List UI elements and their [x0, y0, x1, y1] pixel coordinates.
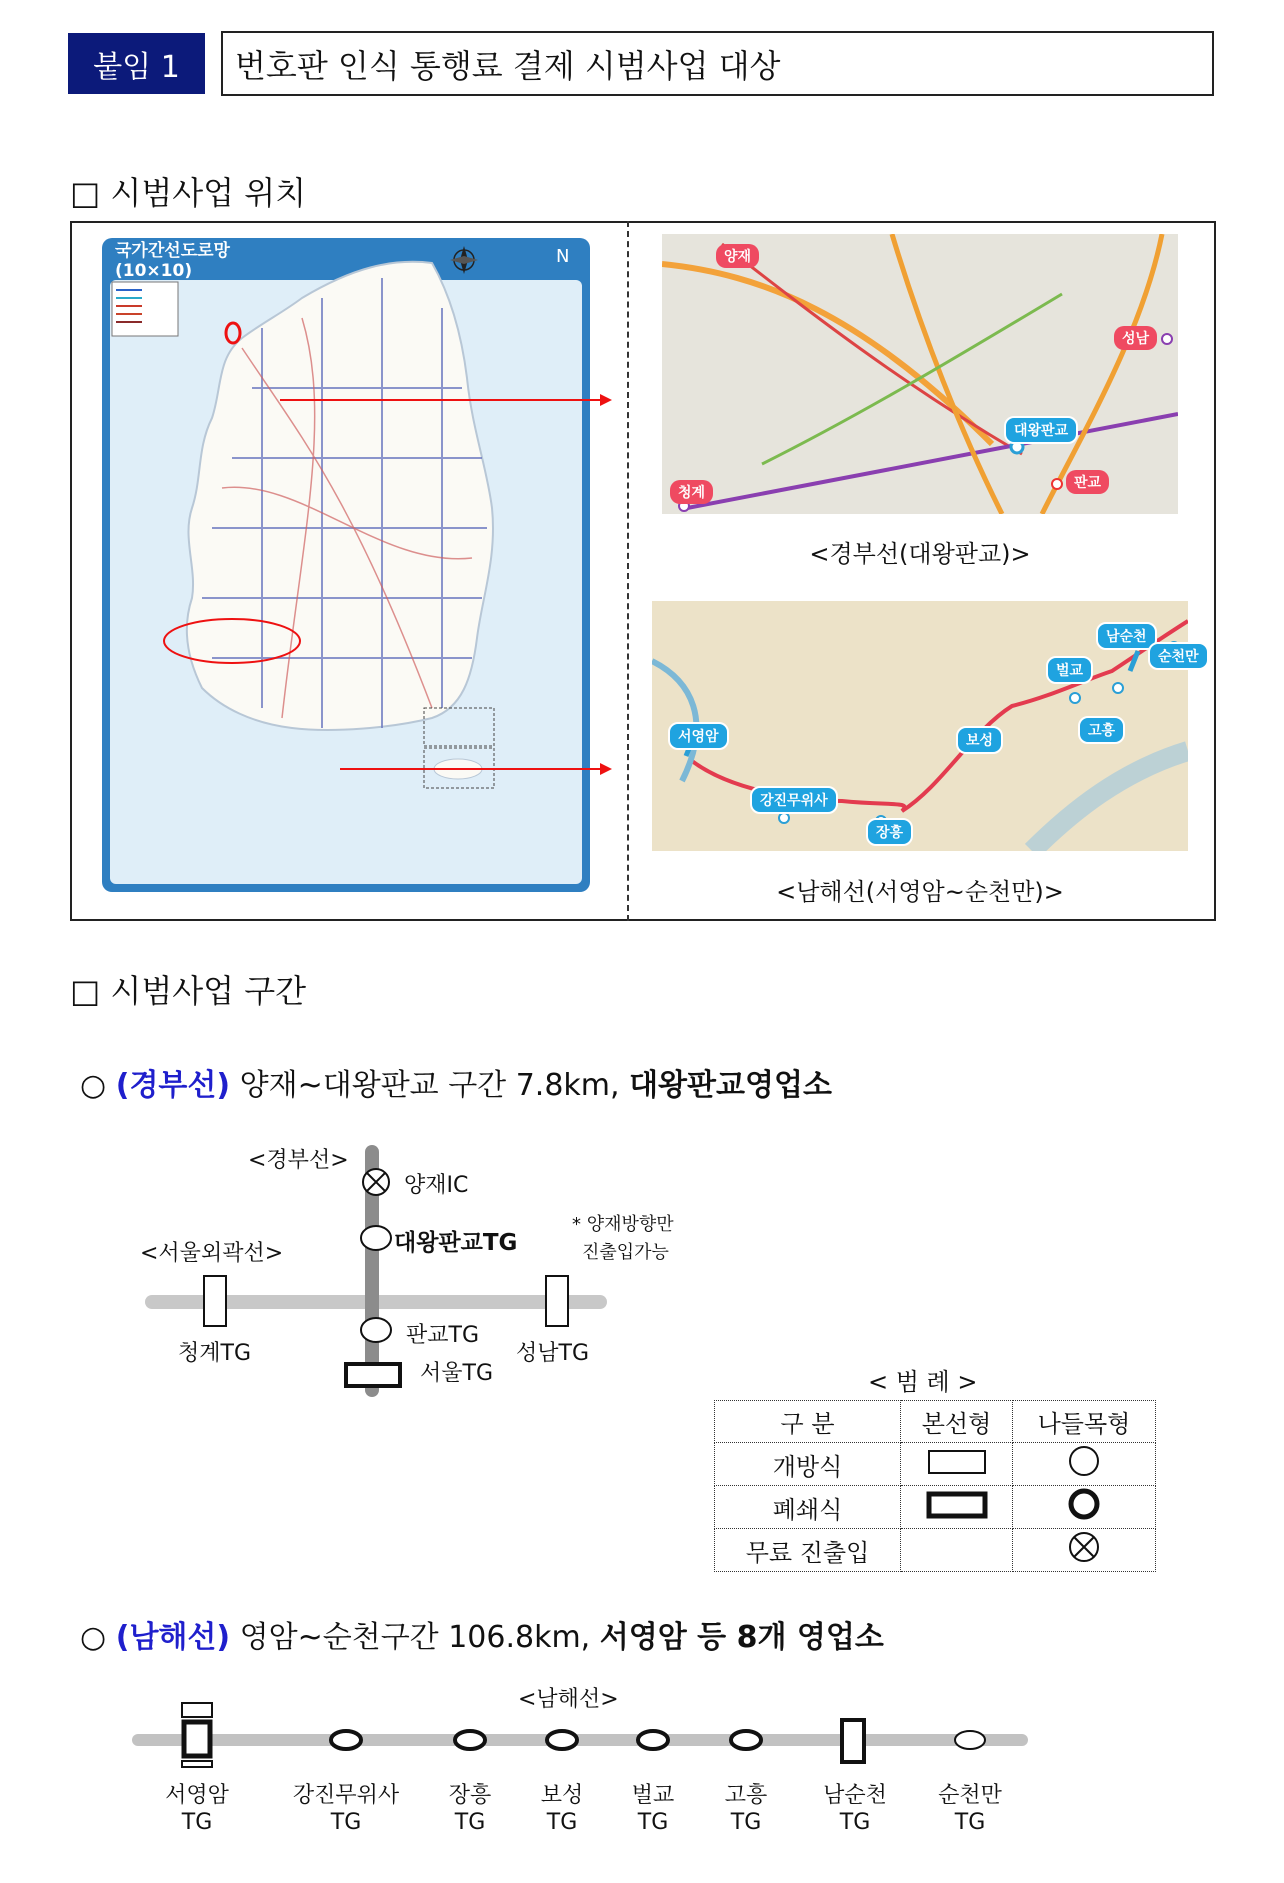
legend-col-category: 구 분: [715, 1401, 901, 1443]
legend-closed-mainline-symbol: [901, 1486, 1013, 1529]
station-boseong: 보성: [540, 1783, 584, 1808]
map-label-seongnam: 성남: [1114, 326, 1157, 350]
map-label-boseong: 보성: [956, 726, 1003, 754]
map-label-daewang-pangyo: 대왕판교: [1004, 416, 1078, 444]
station-tg-label: TG: [454, 1810, 486, 1835]
namhae-section-text: 영암~순천구간 106.8km,: [230, 1620, 600, 1655]
gyeongbu-map-caption: <경부선(대왕판교)>: [809, 540, 1031, 568]
station-tg-label: TG: [181, 1810, 213, 1835]
station-tg-label: TG: [954, 1810, 986, 1835]
attachment-tag: [68, 33, 205, 94]
gyeongbu-summary: [80, 1060, 832, 1104]
legend-open-interchange-symbol: [1013, 1443, 1156, 1486]
diagram-seoul-tg: 서울TG: [420, 1361, 493, 1386]
map-label-pangyo: 판교: [1066, 470, 1109, 494]
section-route-title: □ 시범사업 구간: [70, 972, 307, 1010]
diagram-gyeongbu-label: <경부선>: [248, 1148, 349, 1173]
namhae-summary: [80, 1612, 884, 1656]
diagram-daewang-tg: 대왕판교TG: [394, 1230, 518, 1256]
north-label: N: [556, 246, 570, 267]
station-namsuncheon: 남순천: [823, 1783, 887, 1808]
panel-divider: [627, 221, 629, 921]
station-suncheonman: 순천만: [938, 1783, 1002, 1808]
bullet-circle: ○: [80, 1620, 107, 1655]
legend-row-free: 무료 진출입: [715, 1529, 901, 1572]
namhae-office: 서영암 등 8개 영업소: [599, 1620, 884, 1655]
diagram-note-line1: * 양재방향만: [572, 1214, 674, 1235]
legend-free-mainline-cell: [901, 1529, 1013, 1572]
section-location-title: □ 시범사업 위치: [70, 174, 307, 212]
map-label-beolgyo: 벌교: [1046, 656, 1093, 684]
diagram-yangjae-ic: 양재IC: [404, 1173, 469, 1198]
legend-row-closed: 폐쇄식: [715, 1486, 901, 1529]
station-goheung: 고흥: [724, 1783, 768, 1808]
legend-table: [714, 1400, 1156, 1572]
map-label-jangheung: 장흥: [866, 818, 913, 846]
korea-map-title: 국가간선도로망(10×10): [115, 240, 230, 281]
page-title: 번호판 인식 통행료 결제 시범사업 대상: [221, 31, 1214, 96]
station-seoyeongam: 서영암: [165, 1783, 229, 1808]
diagram-pangyo-tg: 판교TG: [406, 1323, 479, 1348]
attachment-tag-text: 붙임 1: [93, 49, 180, 85]
station-beolgyo: 벌교: [631, 1783, 675, 1808]
legend-title: < 범 례 >: [868, 1368, 978, 1396]
station-tg-label: TG: [839, 1810, 871, 1835]
station-tg-label: TG: [637, 1810, 669, 1835]
station-tg-label: TG: [330, 1810, 362, 1835]
map-label-gangjin: 강진무위사: [750, 786, 838, 814]
namhae-diagram: [130, 1700, 1050, 1770]
station-jangheung: 장흥: [448, 1783, 492, 1808]
namhae-map-caption: <남해선(서영암~순천만)>: [776, 878, 1064, 906]
map-label-cheonggye: 청계: [670, 480, 713, 504]
map-label-goheung: 고흥: [1078, 716, 1125, 744]
station-tg-label: TG: [730, 1810, 762, 1835]
gyeongbu-office: 대왕판교영업소: [629, 1068, 832, 1103]
legend-closed-interchange-symbol: [1013, 1486, 1156, 1529]
legend-col-interchange: 나들목형: [1013, 1401, 1156, 1443]
diagram-note-line2: 진출입가능: [582, 1242, 669, 1263]
namhae-line-name: (남해선): [115, 1620, 231, 1655]
namhae-diagram-title: <남해선>: [518, 1687, 619, 1712]
map-label-namsuncheon: 남순천: [1096, 622, 1157, 650]
map-label-yangjae: 양재: [716, 244, 759, 268]
legend-open-mainline-symbol: [901, 1443, 1013, 1486]
bullet-circle: ○: [80, 1068, 107, 1103]
legend-free-interchange-symbol: [1013, 1529, 1156, 1572]
map-label-seoyeongam: 서영암: [668, 722, 729, 750]
diagram-cheonggye-tg: 청계TG: [178, 1341, 251, 1366]
legend-col-mainline: 본선형: [901, 1401, 1013, 1443]
legend-row-open: 개방식: [715, 1443, 901, 1486]
station-tg-label: TG: [546, 1810, 578, 1835]
diagram-seoul-ring-label: <서울외곽선>: [140, 1241, 284, 1266]
map-label-suncheonman: 순천만: [1148, 642, 1209, 670]
map-arrows: [280, 390, 620, 780]
diagram-seongnam-tg: 성남TG: [516, 1341, 589, 1366]
gyeongbu-section-text: 양재~대왕판교 구간 7.8km,: [230, 1068, 630, 1103]
station-gangjin: 강진무위사: [292, 1783, 400, 1808]
gyeongbu-line-name: (경부선): [115, 1068, 231, 1103]
